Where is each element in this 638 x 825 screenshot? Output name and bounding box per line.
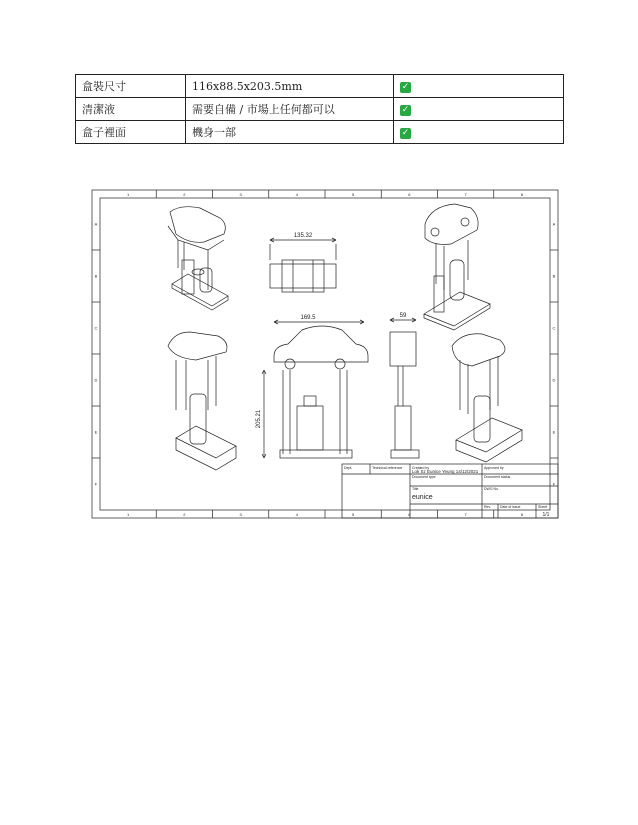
column-label: 3 <box>239 192 242 197</box>
row-label: B <box>94 273 98 279</box>
row-value: 機身一部 <box>186 121 394 144</box>
check-cell <box>394 75 564 98</box>
column-label: 5 <box>352 192 355 197</box>
column-label: 5 <box>352 512 355 517</box>
column-label: 2 <box>183 512 186 517</box>
sheet-label: Sheet <box>538 505 548 509</box>
side-view <box>390 318 419 458</box>
row-label: D <box>552 377 556 383</box>
row-label: D <box>94 377 98 383</box>
row-label: A <box>94 221 98 227</box>
dwg-label: DWG No. <box>484 487 499 491</box>
tech-ref-label: Technical reference <box>372 466 403 470</box>
row-label: F <box>94 481 98 487</box>
approved-by-label: Approved by <box>484 466 504 470</box>
column-label: 6 <box>408 512 411 517</box>
row-label: 清潔液 <box>76 98 186 121</box>
doc-status-label: Document status <box>484 475 511 479</box>
date-label: Date of issue <box>500 505 521 509</box>
column-labels <box>127 512 524 517</box>
top-view <box>270 238 336 292</box>
column-label: 8 <box>520 192 523 197</box>
row-label: F <box>552 481 556 487</box>
check-icon: ✓ <box>401 105 410 115</box>
front-width-dimension: 169.5 <box>300 315 316 321</box>
drawing-inner-frame <box>100 198 550 510</box>
row-label: 盒裝尺寸 <box>76 75 186 98</box>
row-label: C <box>94 325 98 331</box>
row-label: A <box>552 221 556 227</box>
front-view <box>262 320 368 458</box>
isometric-view <box>424 204 490 330</box>
check-icon: ✓ <box>401 82 410 92</box>
table-row <box>76 75 564 98</box>
table-row <box>76 121 564 144</box>
check-cell <box>394 121 564 144</box>
isometric-view <box>168 207 228 310</box>
created-by-value: Lok Sz Eunice Yeung 14/12/2021 <box>412 469 479 474</box>
doc-type-label: Document type <box>412 475 436 479</box>
row-label: C <box>552 325 556 331</box>
sheet-value: 1/1 <box>542 512 550 518</box>
table-row <box>76 98 564 121</box>
check-icon: ✓ <box>401 128 410 138</box>
front-height-dimension: 205.21 <box>256 409 262 429</box>
column-labels <box>127 192 524 197</box>
column-label: 2 <box>183 192 186 197</box>
column-label: 4 <box>295 192 298 197</box>
check-cell <box>394 98 564 121</box>
row-label: E <box>552 429 556 435</box>
isometric-view <box>452 334 522 462</box>
spec-table <box>75 74 564 144</box>
row-label: B <box>552 273 556 279</box>
column-label: 1 <box>127 192 130 197</box>
drawing-title: eunice <box>412 494 433 501</box>
technical-drawing <box>90 184 560 522</box>
column-label: 8 <box>520 512 523 517</box>
row-label: E <box>94 429 98 435</box>
dept-label: Dept. <box>344 466 353 470</box>
column-label: 1 <box>127 512 130 517</box>
column-label: 7 <box>464 192 467 197</box>
row-value: 116x88.5x203.5mm <box>186 75 394 98</box>
row-value: 需要自備 / 市場上任何都可以 <box>186 98 394 121</box>
column-label: 4 <box>295 512 298 517</box>
column-label: 6 <box>408 192 411 197</box>
side-width-dimension: 59 <box>399 313 407 319</box>
title-label: Title <box>412 487 419 491</box>
column-label: 7 <box>464 512 467 517</box>
column-label: 3 <box>239 512 242 517</box>
isometric-view <box>168 332 236 470</box>
top-width-dimension: 135.32 <box>293 233 313 239</box>
created-by-label: Created by <box>412 466 430 470</box>
row-label: 盒子裡面 <box>76 121 186 144</box>
rev-label: Rev. <box>484 505 491 509</box>
